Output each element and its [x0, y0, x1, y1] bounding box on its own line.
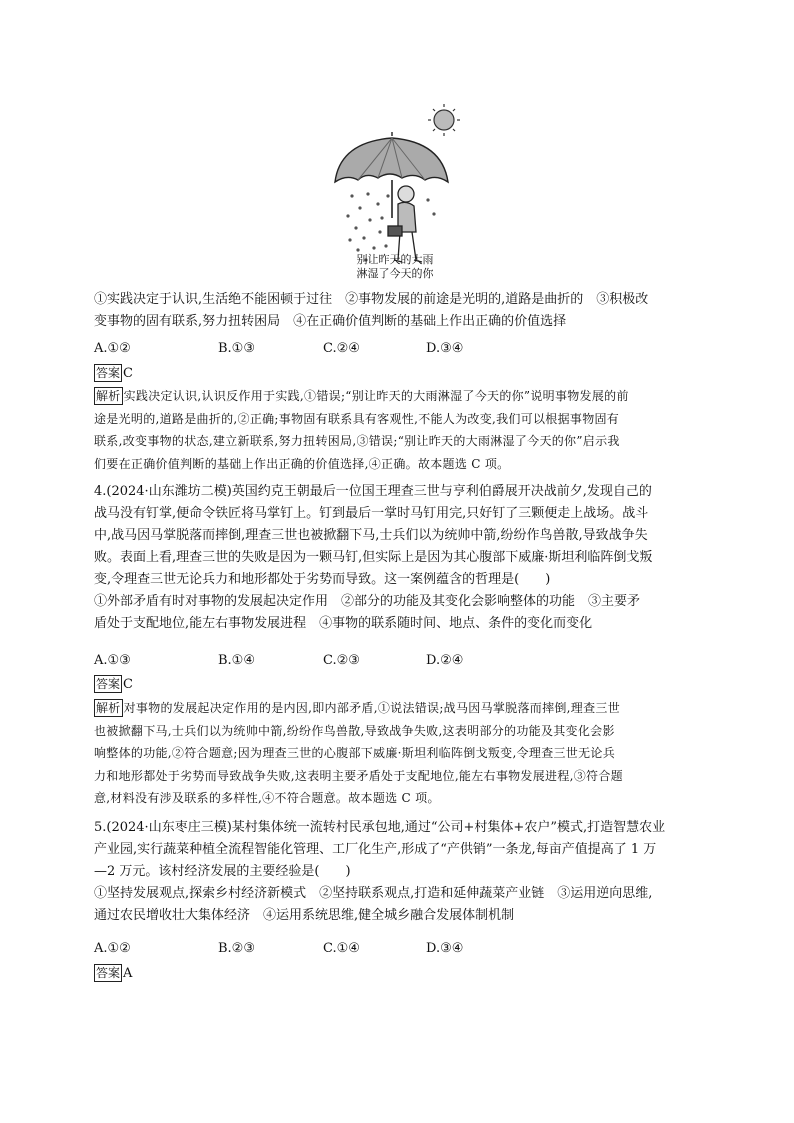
q4-analysis-line-3: 响整体的功能,②符合题意;因为理查三世的心腹部下威廉·斯坦利临阵倒戈叛变,令理查三世无论兵 — [94, 746, 615, 760]
analysis-tag: 解析 — [96, 389, 121, 403]
answer-tag: 答案 — [96, 366, 121, 380]
answer-tag: 答案 — [96, 966, 121, 980]
q4-stem-line-5: 变,令理查三世无论兵力和地形都处于劣势而导致。这一案例蕴含的哲理是( ) — [94, 572, 551, 587]
q4-stem-line-4: 败。表面上看,理查三世的失败是因为一颗马钉,但实际上是因为其心腹部下威廉·斯坦利临阵倒戈叛 — [94, 550, 653, 565]
q3-choice-d: D.③④ — [426, 341, 464, 356]
q4-choice-c: C.②③ — [323, 653, 360, 668]
q4-choice-b: B.①④ — [218, 653, 255, 668]
q3-analysis-line-2: 途是光明的,道路是曲折的,②正确;事物固有联系具有客观性,不能人为改变,我们可以根据事物固有 — [94, 411, 620, 426]
q3-answer — [94, 364, 133, 384]
q4-option-line-1: ①外部矛盾有时对事物的发展起决定作用 ②部分的功能及其变化会影响整体的功能 ③主要矛 — [94, 594, 641, 609]
q5-answer-value: A — [123, 966, 133, 981]
q4-analysis-line-1 — [94, 697, 706, 720]
q3-option-line-2: 变事物的固有联系,努力扭转困局 ④在正确价值判断的基础上作出正确的价值选择 — [94, 314, 567, 329]
q3-choice-b: B.①③ — [218, 341, 255, 356]
q3-option-line-1: ①实践决定于认识,生活绝不能困顿于过往 ②事物发展的前途是光明的,道路是曲折的 ③积极改 — [94, 292, 649, 307]
q4-choice-d: D.②④ — [426, 653, 464, 668]
q4-analysis-text-1: 对事物的发展起决定作用的是内因,即内部矛盾,①说法错误;战马因马掌脱落而摔倒,理查三世 — [123, 701, 620, 715]
q5-stem-line-3: —2 万元。该村经济发展的主要经验是( ) — [94, 864, 351, 879]
q5-option-line-1: ①坚持发展观点,探索乡村经济新模式 ②坚持联系观点,打造和延伸蔬菜产业链 ③运用逆向思维, — [94, 886, 653, 901]
q5-stem-line-1: 5.(2024·山东枣庄三模)某村集体统一流转村民承包地,通过“公司+村集体+农户”模式,打造智慧农业 — [94, 820, 666, 835]
q4-analysis — [94, 697, 706, 810]
q3-analysis-line-3: 联系,改变事物的状态,建立新联系,努力扭转困局,③错误;“别让昨天的大雨淋湿了今天的你”启示我 — [94, 434, 620, 448]
q5-stem-line-2: 产业园,实行蔬菜种植全流程智能化管理、工厂化生产,形成了“产供销”一条龙,每亩产值提高了 1 万 — [94, 842, 657, 857]
man-figure — [388, 186, 422, 262]
q5-stem — [94, 817, 700, 927]
q4-stem — [94, 481, 700, 635]
q5-choice-c: C.①④ — [323, 941, 360, 956]
q4-analysis-line-4: 力和地形都处于劣势而导致战争失败,这表明主要矛盾处于支配地位,能左右事物发展进程,③符合题 — [94, 768, 623, 783]
caption-line-1: 别让昨天的大雨 — [356, 253, 434, 266]
analysis-tag: 解析 — [96, 701, 121, 715]
q4-stem-line-2: 战马没有钉掌,便命令铁匠将马掌钉上。钉到最后一掌时马钉用完,只好钉了三颗便走上战场。战斗 — [94, 506, 649, 521]
q3-options — [94, 289, 700, 333]
q4-answer-value: C — [123, 677, 133, 692]
q5-choice-a: A.①② — [94, 941, 131, 956]
q5-answer — [94, 964, 132, 984]
q3-answer-value: C — [123, 366, 133, 381]
q3-analysis-line-4: 们要在正确价值判断的基础上作出正确的价值选择,④正确。故本题选 C 项。 — [94, 456, 510, 471]
q4-option-line-2: 盾处于支配地位,能左右事物发展进程 ④事物的联系随时间、地点、条件的变化而变化 — [94, 616, 593, 631]
q4-analysis-line-5: 意,材料没有涉及联系的多样性,④不符合题意。故本题选 C 项。 — [94, 791, 440, 805]
q3-choice-a: A.①② — [94, 341, 131, 356]
caption-line-2: 淋湿了今天的你 — [356, 267, 434, 280]
q4-stem-line-1: 4.(2024·山东潍坊二模)英国约克王朝最后一位国王理查三世与亨利伯爵展开决战前夕,发现自己的 — [94, 484, 652, 499]
q4-stem-line-3: 中,战马因马掌脱落而摔倒,理查三世也被掀翻下马,士兵们以为统帅中箭,纷纷作鸟兽散,导致战争失 — [94, 528, 648, 543]
q3-analysis-line-1 — [94, 385, 706, 408]
q4-answer — [94, 675, 133, 695]
q4-analysis-line-2: 也被掀翻下马,士兵们以为统帅中箭,纷纷作鸟兽散,导致战争失败,这表明部分的功能及其变化会影 — [94, 723, 615, 738]
q4-choice-a: A.①③ — [94, 653, 131, 668]
q5-choice-b: B.②③ — [218, 941, 255, 956]
illustration-caption — [330, 253, 460, 281]
sun-icon — [428, 104, 460, 136]
q5-choice-d: D.③④ — [426, 941, 464, 956]
umbrella-icon — [335, 132, 448, 218]
answer-tag: 答案 — [96, 677, 121, 691]
q3-analysis — [94, 385, 706, 475]
q3-choice-c: C.②④ — [323, 341, 360, 356]
q3-analysis-text-1: 实践决定认识,认识反作用于实践,①错误;“别让昨天的大雨淋湿了今天的你”说明事物发展的前 — [123, 389, 629, 403]
q5-option-line-2: 通过农民增收壮大集体经济 ④运用系统思维,健全城乡融合发展体制机制 — [94, 908, 515, 923]
